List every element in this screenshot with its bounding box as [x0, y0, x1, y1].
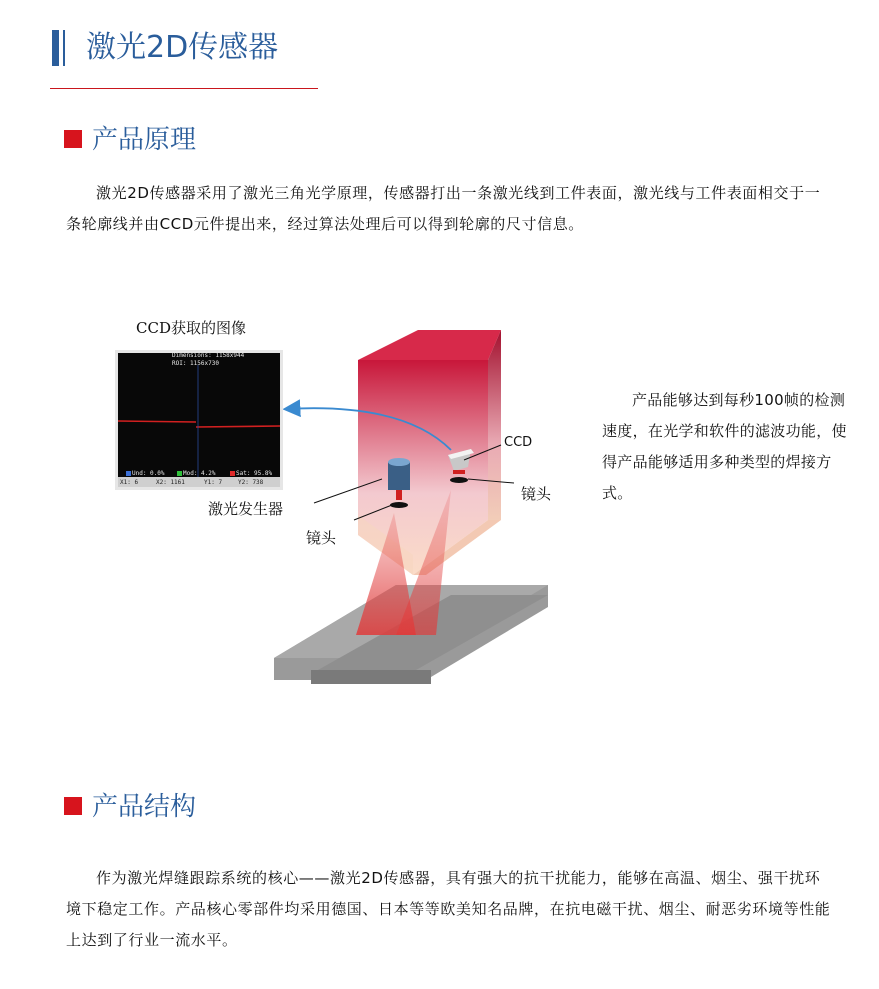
structure-paragraph	[66, 863, 834, 956]
title-accent-bar-thin	[63, 30, 65, 66]
sensor-illustration	[96, 305, 574, 697]
legend-mod: Mod: 4.2%	[183, 470, 216, 477]
footer-x2: X2: 1161	[156, 479, 185, 486]
ccd-label: CCD	[504, 435, 533, 450]
laser-generator-icon	[388, 462, 410, 490]
ccd-image-label: CCD获取的图像	[136, 319, 246, 337]
sensor-diagram	[96, 305, 574, 697]
structure-text: 作为激光焊缝跟踪系统的核心——激光2D传感器，具有强大的抗干扰能力，能够在高温、烟尘、强干扰环境下稳定工作。产品核心零部件均采用德国、日本等等欧美知名品牌，在抗电磁干扰、烟尘、耐恶劣环境等性能上达到了行业一流水平。	[66, 869, 831, 949]
lens-label-left: 镜头	[306, 529, 337, 547]
footer-x1: X1: 6	[120, 479, 139, 486]
footer-y1: Y1: 7	[204, 479, 223, 486]
page-title: 激光2D传感器	[86, 30, 279, 65]
legend-sat: Sat: 95.8%	[236, 470, 273, 477]
section-marker-icon	[64, 130, 82, 148]
title-underline	[50, 88, 318, 89]
side-description-text: 产品能够达到每秒100帧的检测速度，在光学和软件的滤波功能，使得产品能够适用多种类型的焊接方式。	[602, 391, 847, 502]
lens-label-right: 镜头	[521, 485, 552, 503]
section-title: 产品结构	[92, 792, 197, 822]
legend-und: Und: 0.0%	[132, 470, 165, 477]
section-title: 产品原理	[92, 125, 197, 155]
monitor-roi: ROI: 1156x730	[172, 360, 219, 367]
section-marker-icon	[64, 797, 82, 815]
title-accent-bar	[52, 30, 59, 66]
footer-y2: Y2: 738	[238, 479, 264, 486]
laser-generator-label: 激光发生器	[208, 500, 284, 518]
principle-text: 激光2D传感器采用了激光三角光学原理，传感器打出一条激光线到工件表面，激光线与工件表面相交于一条轮廓线并由CCD元件提出来，经过算法处理后可以得到轮廓的尺寸信息。	[66, 184, 821, 233]
monitor-dimensions: Dimensions: 1158x944	[172, 352, 245, 359]
principle-paragraph	[66, 178, 834, 240]
side-description	[602, 385, 848, 509]
